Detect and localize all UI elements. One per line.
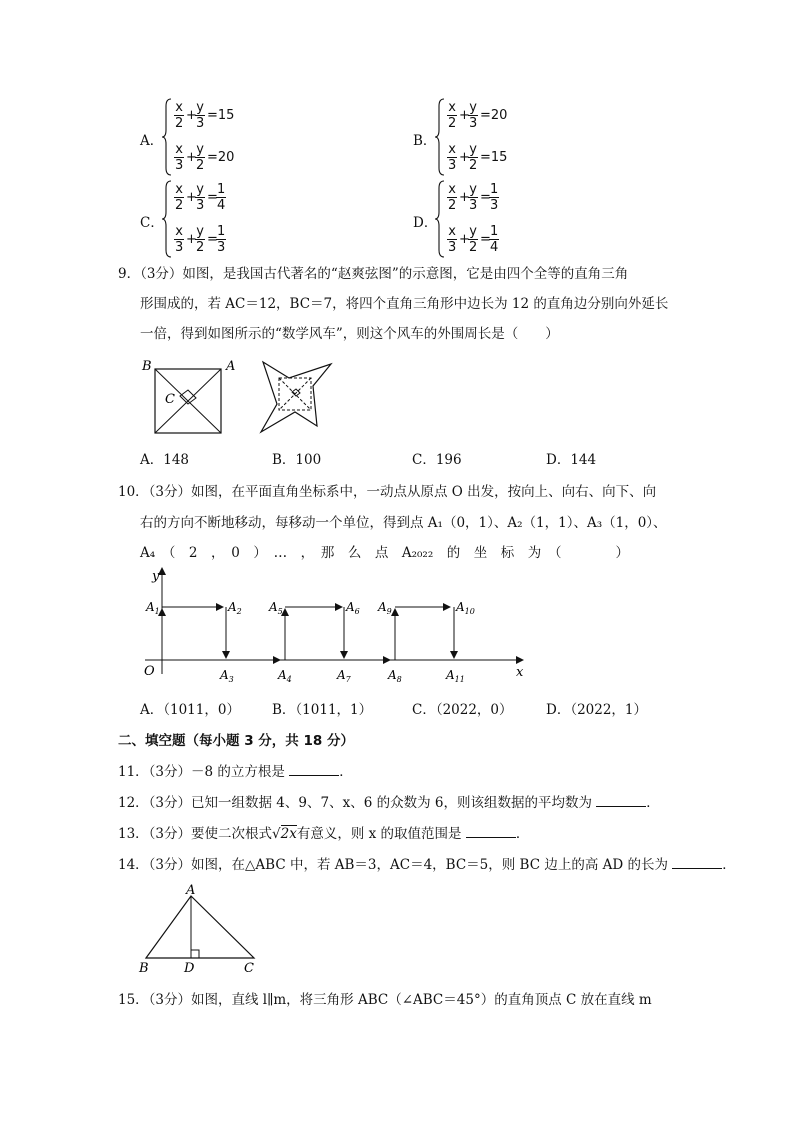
q9-option-c: C．196 [412, 452, 462, 468]
eq2-plus: + [186, 232, 197, 247]
zhao-shuang-figure [138, 356, 248, 438]
eq2-x-fraction: $\frac{x}{3}$ [448, 224, 457, 255]
eq2-equals: = [207, 232, 218, 247]
label-A3: $A_3$ [220, 668, 234, 684]
eq1-plus: + [186, 108, 197, 123]
q15-line1: 15．（3分）如图，直线 l∥m，将三角形 ABC（∠ABC＝45°）的直角顶点 C 放在直线 m [118, 992, 652, 1008]
eq1-plus: + [459, 108, 470, 123]
q8-option-b-system [435, 98, 535, 178]
eq2-y-fraction: $\frac{y}{2}$ [196, 142, 205, 173]
fig14-label-D: D [184, 961, 195, 976]
q8-option-c-label: C． [140, 215, 164, 231]
eq2-x-fraction: $\frac{x}{3}$ [175, 142, 184, 173]
label-A8: $A_8$ [388, 668, 402, 684]
q10-line3: A₄ （ 2 ， 0 ） … ， 那 么 点 A₂₀₂₂ 的 坐 标 为 （ ） [140, 545, 629, 561]
q10-option-b: B．（1011，1） [272, 702, 373, 718]
q14-triangle-figure [134, 880, 264, 976]
eq1-plus: + [186, 190, 197, 205]
q12 [118, 791, 660, 811]
q8-option-a-label: A． [140, 133, 164, 149]
label-A11: $A_{11}$ [446, 668, 465, 684]
fig9-label-A: A [226, 359, 236, 374]
q14-end: ． [722, 857, 736, 873]
section-2-title: 二、填空题（每小题 3 分，共 18 分） [118, 733, 354, 749]
x-axis-label: x [516, 665, 524, 680]
eq1-plus: + [459, 190, 470, 205]
eq1-x-fraction: $\frac{x}{2}$ [175, 182, 184, 213]
fig9-label-C: C [165, 392, 175, 407]
eq2-y-fraction: $\frac{y}{2}$ [469, 224, 478, 255]
q8-option-d-label: D． [413, 215, 438, 231]
label-A10: $A_{10}$ [456, 600, 475, 616]
q8-option-d-system [435, 180, 535, 260]
q12-text: 12．（3分）已知一组数据 4、9、7、x、6 的众数为 6，则该组数据的平均数为 [118, 795, 592, 811]
q12-blank [596, 794, 646, 807]
q13-blank [466, 825, 516, 838]
q9-option-b: B．100 [272, 452, 322, 468]
q10-option-a: A．（1011，0） [140, 702, 240, 718]
fig9-label-B: B [142, 359, 152, 374]
eq2-rhs: =15 [480, 150, 508, 165]
q8-option-c-system [162, 180, 262, 260]
eq1-y-fraction: $\frac{y}{3}$ [196, 182, 205, 213]
eq1-x-fraction: $\frac{x}{2}$ [175, 100, 184, 131]
eq2-rhs: =20 [207, 150, 235, 165]
q9-option-a: A．148 [140, 452, 190, 468]
label-A1: $A_1$ [146, 600, 160, 616]
q10-option-c: C．（2022，0） [412, 702, 513, 718]
eq1-x-fraction: $\frac{x}{2}$ [448, 182, 457, 213]
q9-line1: 9．（3分）如图，是我国古代著名的“赵爽弦图”的示意图，它是由四个全等的直角三角 [118, 266, 629, 282]
eq2-y-fraction: $\frac{y}{2}$ [196, 224, 205, 255]
eq2-plus: + [459, 150, 470, 165]
label-A2: $A_2$ [228, 600, 242, 616]
q14 [118, 853, 736, 873]
label-A7: $A_7$ [337, 668, 351, 684]
q10-option-d: D．（2022，1） [546, 702, 648, 718]
q11 [118, 760, 353, 780]
q10-coordinate-figure [140, 562, 540, 684]
eq2-x-fraction: $\frac{x}{3}$ [448, 142, 457, 173]
eq1-rhs: =20 [480, 108, 508, 123]
q10-line2: 右的方向不断地移动，每移动一个单位，得到点 A₁（0，1）、A₂（1，1）、A₃（1，0）、 [140, 515, 667, 531]
q13 [118, 822, 529, 842]
q12-end: ． [646, 795, 660, 811]
eq1-rhs-fraction: $\frac{1}{3}$ [490, 182, 499, 213]
eq1-equals: = [207, 190, 218, 205]
q8-option-a-system [162, 98, 262, 178]
eq2-y-fraction: $\frac{y}{2}$ [469, 142, 478, 173]
eq1-rhs: =15 [207, 108, 235, 123]
sqrt-sign: √ [272, 826, 281, 842]
q9-line2: 形围成的，若 AC＝12，BC＝7，将四个直角三角形中边长为 12 的直角边分别向外延长 [140, 296, 669, 312]
origin-label: O [144, 664, 155, 679]
eq2-plus: + [459, 232, 470, 247]
label-A4: $A_4$ [278, 668, 292, 684]
eq1-y-fraction: $\frac{y}{3}$ [196, 100, 205, 131]
q14-blank [672, 856, 722, 869]
eq2-x-fraction: $\frac{x}{3}$ [175, 224, 184, 255]
eq1-rhs-fraction: $\frac{1}{4}$ [217, 182, 226, 213]
q9-option-d: D．144 [546, 452, 597, 468]
fig14-label-C: C [244, 961, 254, 976]
eq2-plus: + [186, 150, 197, 165]
fig14-label-A: A [186, 883, 196, 898]
math-windmill-figure [255, 356, 340, 436]
q11-blank [289, 763, 339, 776]
eq2-equals: = [480, 232, 491, 247]
eq1-x-fraction: $\frac{x}{2}$ [448, 100, 457, 131]
eq1-y-fraction: $\frac{y}{3}$ [469, 100, 478, 131]
label-A5: $A_5$ [269, 600, 283, 616]
q8-option-b-label: B． [413, 133, 437, 149]
y-axis-label: y [152, 569, 160, 584]
eq2-rhs-fraction: $\frac{1}{4}$ [490, 224, 499, 255]
fig14-label-B: B [139, 961, 149, 976]
q14-text: 14．（3分）如图，在△ABC 中，若 AB＝3，AC＝4，BC＝5，则 BC 边上的高 AD 的长为 [118, 857, 668, 873]
q11-text: 11．（3分）－8 的立方根是 [118, 764, 285, 780]
q13-radicand: 2x [280, 826, 297, 842]
q13-text: 13．（3分）要使二次根式 [118, 826, 273, 842]
label-A9: $A_9$ [378, 600, 392, 616]
eq1-y-fraction: $\frac{y}{3}$ [469, 182, 478, 213]
q10-line1: 10．（3分）如图，在平面直角坐标系中，一动点从原点 O 出发，按向上、向右、向下、向 [118, 484, 657, 500]
eq2-rhs-fraction: $\frac{1}{3}$ [217, 224, 226, 255]
label-A6: $A_6$ [346, 600, 360, 616]
eq1-equals: = [480, 190, 491, 205]
q9-line3: 一倍，得到如图所示的“数学风车”，则这个风车的外围周长是（ ） [140, 326, 559, 342]
q11-end: ． [339, 764, 353, 780]
q13-mid: 有意义，则 x 的取值范围是 [296, 826, 462, 842]
q13-end: ． [515, 826, 530, 842]
